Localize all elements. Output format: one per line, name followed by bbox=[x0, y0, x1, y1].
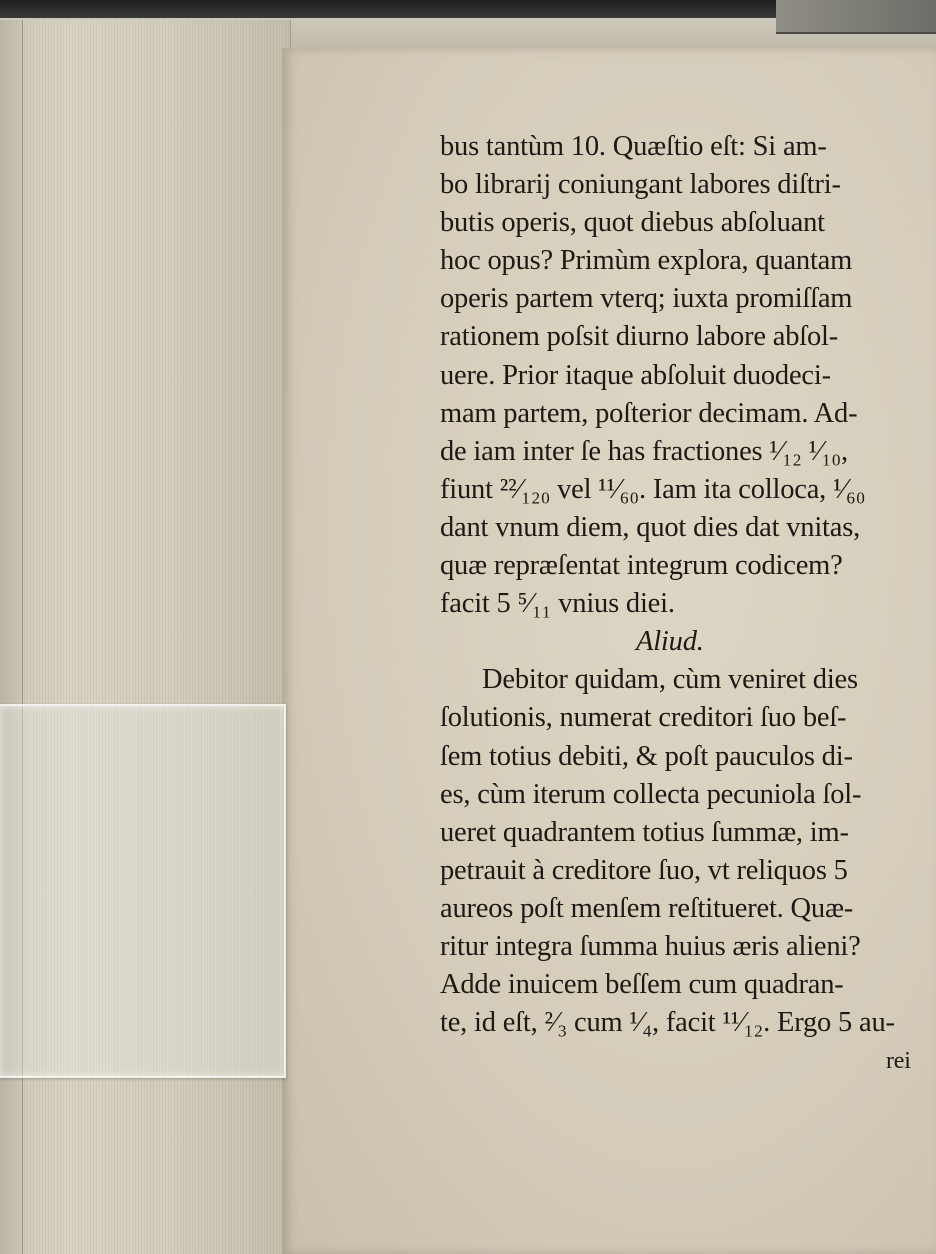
text-line: facit 5 ⁵⁄₁₁ vnius diei. bbox=[440, 588, 675, 620]
text-line: fiunt ²²⁄₁₂₀ vel ¹¹⁄₆₀. Iam ita colloca, ¹⁄₆₀ bbox=[440, 473, 866, 505]
text-line: quæ repræſentat integrum codicem? bbox=[440, 550, 843, 582]
text-line: dant vnum diem, quot dies dat vnitas, bbox=[440, 511, 861, 543]
text-line: mam partem, poſterior decimam. Ad- bbox=[440, 397, 858, 429]
text-line: ritur integra ſumma huius æris alieni? bbox=[440, 930, 861, 962]
text-line: ſem totius debiti, & poſt pauculos di- bbox=[440, 740, 853, 772]
text-line: hoc opus? Primùm explora, quantam bbox=[440, 245, 853, 277]
text-line: aureos poſt menſem reſtitueret. Quæ- bbox=[440, 892, 854, 924]
text-line: Adde inuicem beſſem cum quadran- bbox=[440, 969, 844, 1001]
text-line: ſolutionis, numerat creditori ſuo beſ- bbox=[440, 702, 847, 734]
text-line: ueret quadrantem totius ſummæ, im- bbox=[440, 816, 849, 848]
text-line: uere. Prior itaque abſoluit duodeci- bbox=[440, 359, 831, 391]
page-text bbox=[440, 128, 936, 1080]
catchword: rei bbox=[886, 1048, 911, 1075]
text-line: rationem poſsit diurno labore abſol- bbox=[440, 321, 839, 353]
text-line: Debitor quidam, cùm veniret dies bbox=[482, 664, 858, 696]
text-line: operis partem vterq; iuxta promiſſam bbox=[440, 283, 853, 315]
text-line: de iam inter ſe has fractiones ¹⁄₁₂ ¹⁄₁₀, bbox=[440, 435, 848, 467]
text-line: te, id eſt, ²⁄₃ cum ¹⁄₄, facit ¹¹⁄₁₂. Ergo 5 au- bbox=[440, 1007, 895, 1039]
text-line: bo librarij coniungant labores diſtri- bbox=[440, 169, 841, 201]
book-cover-corner bbox=[776, 0, 936, 34]
page-clip bbox=[0, 704, 286, 1078]
text-line: bus tantùm 10. Quæſtio eſt: Si am- bbox=[440, 131, 827, 162]
text-line: es, cùm iterum collecta pecuniola ſol- bbox=[440, 778, 862, 810]
section-heading: Aliud. bbox=[636, 626, 704, 658]
text-line: petrauit à creditore ſuo, vt reliquos 5 bbox=[440, 854, 848, 886]
text-line: butis operis, quot diebus abſoluant bbox=[440, 207, 825, 239]
